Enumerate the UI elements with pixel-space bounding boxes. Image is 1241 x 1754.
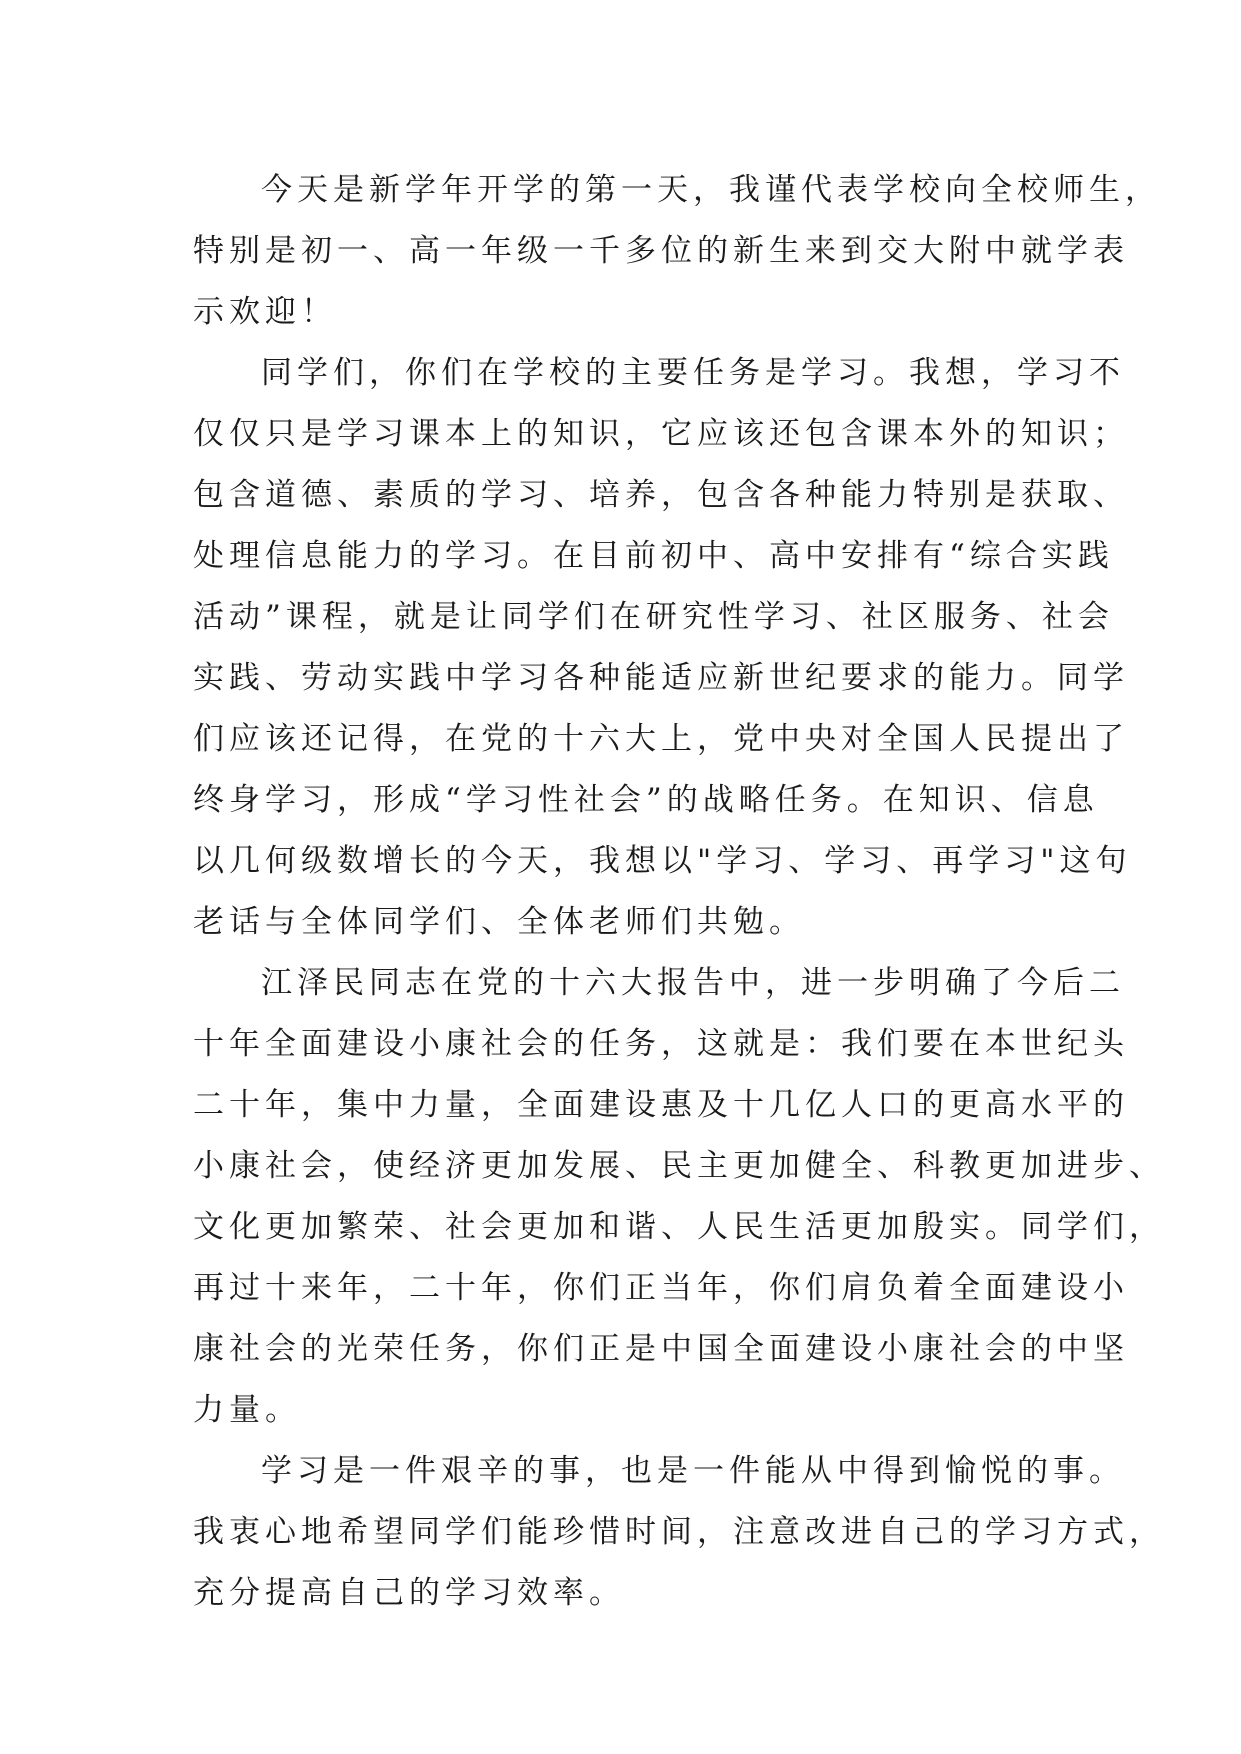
text-line: 二十年，集中力量，全面建设惠及十几亿人口的更高水平的 xyxy=(193,1087,1129,1123)
text-line: 江泽民同志在党的十六大报告中，进一步明确了今后二 xyxy=(261,965,1125,1001)
document-body xyxy=(193,160,1165,1624)
text-line: 示欢迎！ xyxy=(193,294,337,330)
text-line: 康社会的光荣任务，你们正是中国全面建设小康社会的中坚 xyxy=(193,1331,1129,1367)
text-line: 处理信息能力的学习。在目前初中、高中安排有“综合实践 xyxy=(193,538,1114,574)
paragraph-closing xyxy=(193,1441,1165,1624)
text-line: 特别是初一、高一年级一千多位的新生来到交大附中就学表 xyxy=(193,233,1129,269)
text-line: 再过十来年，二十年，你们正当年，你们肩负着全面建设小 xyxy=(193,1270,1129,1306)
text-line: 老话与全体同学们、全体老师们共勉。 xyxy=(193,904,805,940)
text-line: 今天是新学年开学的第一天，我谨代表学校向全校师生， xyxy=(261,172,1161,208)
text-line: 十年全面建设小康社会的任务，这就是：我们要在本世纪头 xyxy=(193,1026,1129,1062)
text-line: 我衷心地希望同学们能珍惜时间，注意改进自己的学习方式， xyxy=(193,1514,1165,1550)
text-line: 包含道德、素质的学习、培养，包含各种能力特别是获取、 xyxy=(193,477,1129,513)
text-line: 终身学习，形成“学习性社会”的战略任务。在知识、信息 xyxy=(193,782,1099,818)
paragraph-learning xyxy=(193,343,1132,953)
text-line: 力量。 xyxy=(193,1392,301,1428)
text-line: 们应该还记得，在党的十六大上，党中央对全国人民提出了 xyxy=(193,721,1129,757)
text-line: 以几何级数增长的今天，我想以"学习、学习、再学习"这句 xyxy=(193,843,1132,879)
text-line: 仅仅只是学习课本上的知识，它应该还包含课本外的知识； xyxy=(193,416,1129,452)
text-line: 学习是一件艰辛的事，也是一件能从中得到愉悦的事。 xyxy=(261,1453,1125,1489)
text-line: 小康社会，使经济更加发展、民主更加健全、科教更加进步、 xyxy=(193,1148,1165,1184)
text-line: 同学们，你们在学校的主要任务是学习。我想，学习不 xyxy=(261,355,1125,391)
text-line: 实践、劳动实践中学习各种能适应新世纪要求的能力。同学 xyxy=(193,660,1129,696)
text-line: 活动”课程，就是让同学们在研究性学习、社区服务、社会 xyxy=(193,599,1114,635)
text-line: 文化更加繁荣、社会更加和谐、人民生活更加殷实。同学们， xyxy=(193,1209,1165,1245)
paragraph-xiaokang xyxy=(193,953,1165,1441)
paragraph-welcome xyxy=(193,160,1161,343)
text-line: 充分提高自己的学习效率。 xyxy=(193,1575,625,1611)
